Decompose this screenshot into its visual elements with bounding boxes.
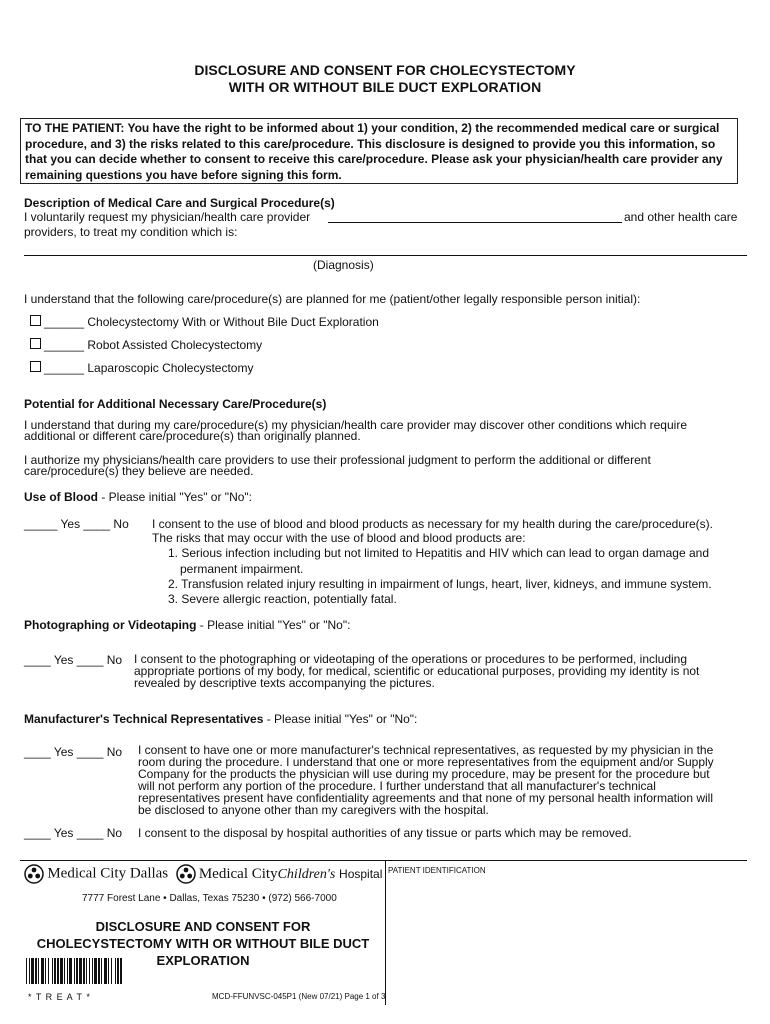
diagnosis-label: (Diagnosis) bbox=[313, 258, 374, 272]
photo-consent-line3: revealed by descriptive texts accompanying the pictures. bbox=[134, 676, 435, 690]
form-code: MCD-FFUNVSC-045P1 (New 07/21) Page 1 of 3 bbox=[212, 992, 386, 1001]
medical-city-childrens-logo bbox=[199, 866, 383, 882]
patient-notice-box bbox=[20, 118, 738, 184]
blood-heading: Use of Blood bbox=[24, 490, 98, 504]
blood-risk-1-line2: permanent impairment. bbox=[180, 562, 304, 576]
logo2-part-a: Medical City bbox=[198, 865, 278, 882]
logo2-part-b: Children's bbox=[277, 866, 336, 882]
procedure-option-2[interactable] bbox=[30, 338, 41, 352]
procedure-option-3[interactable] bbox=[30, 361, 41, 375]
barcode-graphic bbox=[26, 958, 122, 984]
additional-para2-line2: care/procedure(s) they believe are needed. bbox=[24, 464, 254, 478]
reps-heading-row bbox=[24, 712, 417, 726]
diagnosis-field[interactable] bbox=[24, 255, 747, 256]
reps-consent-line6: be disclosed to anyone other than my caregivers with the hospital. bbox=[138, 803, 489, 817]
medical-city-dallas-logo: Medical City Dallas bbox=[47, 865, 169, 882]
procedure-checkbox-3[interactable] bbox=[30, 361, 41, 372]
photo-consent-line1: I consent to the photographing or videotaping of the operations or procedures to be performed, including bbox=[134, 652, 688, 666]
additional-para1-line1: I understand that during my care/procedure(s) my physician/health care provider may discover other conditions which require bbox=[24, 418, 687, 432]
reps-consent-line4: will not perform any portion of the procedure. I further understand that all manufacturer's technical bbox=[138, 779, 656, 793]
photo-heading: Photographing or Videotaping bbox=[24, 618, 197, 632]
patient-identification-label: PATIENT IDENTIFICATION bbox=[388, 866, 486, 875]
medical-city-logo-icon bbox=[24, 864, 44, 884]
reps-consent-line5: representatives present have confidentiality agreements and that none of my personal health information will bbox=[138, 791, 713, 805]
reps-heading: Manufacturer's Technical Representatives bbox=[24, 712, 264, 726]
additional-para1-line2: additional or different care/procedure(s) than originally planned. bbox=[24, 429, 361, 443]
photo-heading-row bbox=[24, 618, 350, 632]
planned-intro: I understand that the following care/procedure(s) are planned for me (patient/other legally responsible person initial): bbox=[24, 292, 641, 306]
page-title-line2: WITH OR WITHOUT BILE DUCT EXPLORATION bbox=[228, 79, 542, 95]
footer-divider bbox=[20, 860, 747, 861]
blood-consent: I consent to the use of blood and blood products as necessary for my health during the care/procedure(s). bbox=[152, 517, 713, 531]
disposal-consent: I consent to the disposal by hospital authorities of any tissue or parts which may be removed. bbox=[138, 826, 632, 840]
reps-instruction: - Please initial "Yes" or "No": bbox=[263, 712, 418, 726]
form-title-line3: EXPLORATION bbox=[156, 953, 250, 968]
reps-yes-no-field[interactable]: ____ Yes ____ No bbox=[24, 745, 123, 759]
blood-risk-3: 3. Severe allergic reaction, potentially fatal. bbox=[168, 592, 397, 606]
disposal-yes-no-field[interactable]: ____ Yes ____ No bbox=[24, 826, 123, 840]
photo-consent-line2-text: appropriate portions of my body, for medical, scientific or educational purposes, providing my identity is not bbox=[134, 664, 700, 678]
blood-yes-no-field[interactable]: _____ Yes ____ No bbox=[24, 517, 129, 531]
blood-instruction: - Please initial "Yes" or "No": bbox=[98, 490, 252, 504]
page-title-line1: DISCLOSURE AND CONSENT FOR CHOLECYSTECTOMY bbox=[194, 62, 576, 78]
blood-heading-row bbox=[24, 490, 252, 504]
description-line2: providers, to treat my condition which is: bbox=[24, 225, 238, 239]
page-title bbox=[0, 62, 770, 96]
reps-consent-line2: room during the procedure. I understand that one or more representatives from the equipment and/or Supply bbox=[138, 755, 714, 769]
procedure-option-2-label: ______ Robot Assisted Cholecystectomy bbox=[44, 338, 263, 352]
hospital-address: 7777 Forest Lane • Dallas, Texas 75230 • (972) 566-7000 bbox=[82, 893, 337, 904]
description-line1-start: I voluntarily request my physician/health care provider bbox=[24, 210, 311, 224]
reps-consent-line1: I consent to have one or more manufacturer's technical representatives, as requested by my physician in the bbox=[138, 743, 714, 757]
form-title-line1: DISCLOSURE AND CONSENT FOR bbox=[95, 919, 311, 934]
additional-heading: Potential for Additional Necessary Care/Procedure(s) bbox=[24, 397, 327, 411]
procedure-checkbox-2[interactable] bbox=[30, 338, 41, 349]
barcode bbox=[26, 958, 122, 990]
hospital-logos bbox=[24, 864, 384, 886]
procedure-option-1[interactable] bbox=[30, 315, 41, 329]
barcode-text: * T R E A T * bbox=[28, 992, 91, 1002]
medical-city-childrens-logo-icon bbox=[176, 864, 196, 884]
patient-notice-text: TO THE PATIENT: You have the right to be informed about 1) your condition, 2) the recommended medical care or surgical procedure, and 3) the risks related to this care/procedure. This disclosure is designed to provide you this information, so that you can decide whether to consent to receive this care/procedure. Please ask your physician/health care provider any remaining questions you have before signing this form. bbox=[25, 121, 723, 182]
description-heading: Description of Medical Care and Surgical Procedure(s) bbox=[24, 196, 335, 210]
reps-consent-line3: Company for the products the physician will use during my procedure, may be present for the procedure but bbox=[138, 767, 710, 781]
blood-risk-2: 2. Transfusion related injury resulting in impairment of lungs, heart, liver, kidneys, and immune system. bbox=[168, 577, 712, 591]
blood-risks-intro: The risks that may occur with the use of blood and blood products are: bbox=[152, 531, 526, 545]
blood-risk-1-line1: 1. Serious infection including but not limited to Hepatitis and HIV which can lead to organ damage and bbox=[168, 546, 709, 560]
photo-yes-no-field[interactable]: ____ Yes ____ No bbox=[24, 653, 123, 667]
additional-para2-line1: I authorize my physicians/health care providers to use their professional judgment to perform the additional or different bbox=[24, 453, 651, 467]
provider-name-field[interactable] bbox=[328, 222, 622, 223]
procedure-option-3-label: ______ Laparoscopic Cholecystectomy bbox=[44, 361, 254, 375]
procedure-option-1-label: ______ Cholecystectomy With or Without Bile Duct Exploration bbox=[44, 315, 379, 329]
procedure-checkbox-1[interactable] bbox=[30, 315, 41, 326]
description-line1-end: and other health care bbox=[624, 210, 738, 224]
form-title-line2: CHOLECYSTECTOMY WITH OR WITHOUT BILE DUCT bbox=[36, 936, 370, 951]
photo-instruction: - Please initial "Yes" or "No": bbox=[196, 618, 351, 632]
logo2-part-c: Hospital bbox=[339, 866, 383, 881]
